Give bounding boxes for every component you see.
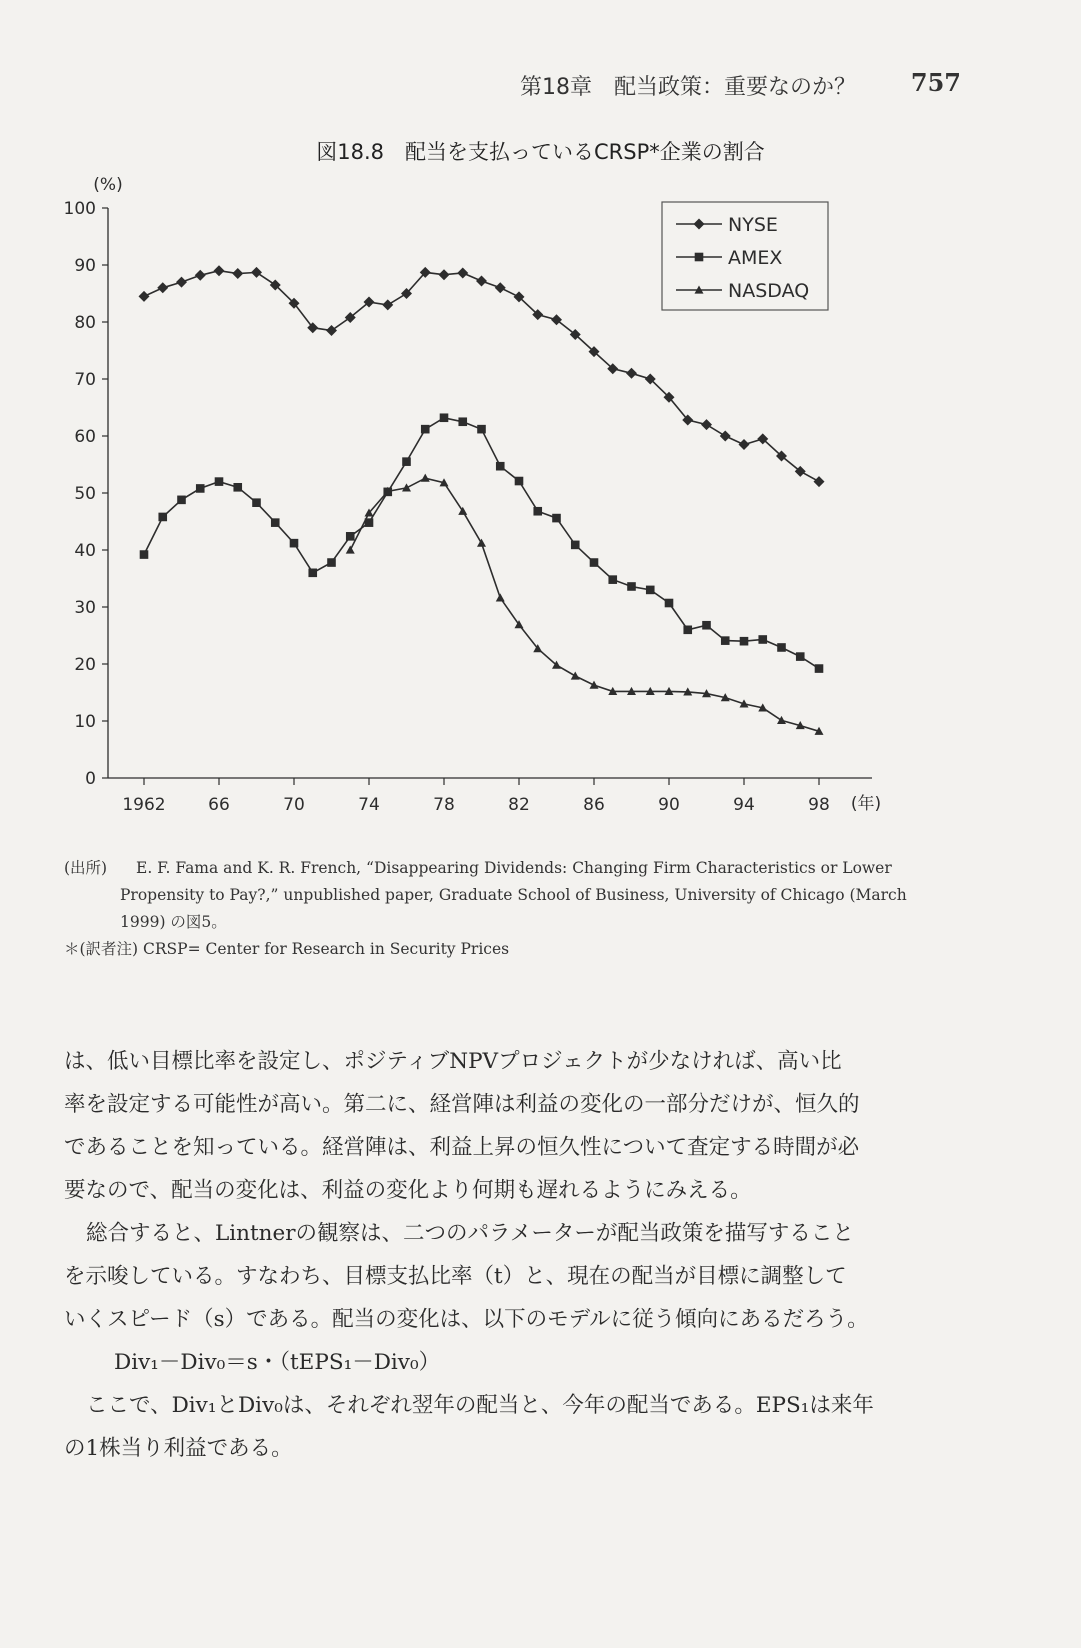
x-tick-label: 78: [433, 795, 455, 815]
amex-data-point: [796, 652, 805, 661]
amex-data-point: [140, 550, 149, 559]
amex-legend-marker: [695, 253, 704, 262]
nasdaq-data-point: [458, 507, 467, 515]
amex-data-point: [215, 477, 224, 486]
y-tick-label: 50: [74, 484, 96, 504]
nyse-series-line: [144, 271, 819, 482]
amex-data-point: [646, 586, 655, 595]
y-axis-label: (%): [93, 175, 123, 195]
nyse-legend-marker: [694, 219, 705, 230]
amex-data-point: [740, 637, 749, 646]
amex-data-point: [515, 477, 524, 486]
y-tick-label: 60: [74, 427, 96, 447]
nyse-data-point: [382, 299, 393, 310]
amex-data-point: [608, 575, 617, 584]
amex-data-point: [477, 425, 486, 434]
nyse-data-point: [251, 267, 262, 278]
amex-data-point: [758, 635, 767, 644]
page-number: 757: [910, 68, 961, 97]
x-axis-label: (年): [850, 794, 882, 814]
body-line: ここで、Div₁とDiv₀は、それぞれ翌年の配当と、今年の配当である。EPS₁は来年: [86, 1393, 874, 1418]
y-tick-label: 80: [74, 313, 96, 333]
amex-data-point: [252, 498, 261, 507]
nasdaq-data-point: [421, 474, 430, 482]
amex-data-point: [290, 539, 299, 548]
y-tick-label: 30: [74, 598, 96, 618]
amex-data-point: [196, 484, 205, 493]
body-line: いくスピード（s）である。配当の変化は、以下のモデルに従う傾向にあるだろう。: [64, 1307, 869, 1332]
nyse-data-point: [195, 270, 206, 281]
amex-data-point: [158, 513, 167, 522]
amex-data-point: [233, 483, 242, 492]
source-label: (出所): [64, 859, 108, 877]
nasdaq-data-point: [346, 546, 355, 554]
nasdaq-data-point: [402, 483, 411, 491]
figure-title: 図18.8 配当を支払っているCRSP*企業の割合: [316, 140, 765, 164]
nyse-data-point: [739, 439, 750, 450]
nyse-data-point: [157, 282, 168, 293]
nyse-data-point: [214, 265, 225, 276]
x-tick-label: 82: [508, 795, 530, 815]
amex-data-point: [458, 417, 467, 426]
nyse-data-point: [814, 476, 825, 487]
nasdaq-data-point: [496, 593, 505, 601]
amex-data-point: [421, 425, 430, 434]
source-line-1: E. F. Fama and K. R. French, “Disappearing Dividends: Changing Firm Characteristics or Lower: [136, 859, 892, 877]
x-tick-label: 70: [283, 795, 305, 815]
amex-data-point: [327, 558, 336, 567]
nasdaq-data-point: [777, 716, 786, 724]
nyse-data-point: [495, 282, 506, 293]
nasdaq-data-point: [590, 681, 599, 689]
y-tick-label: 10: [74, 712, 96, 732]
y-tick-label: 70: [74, 370, 96, 390]
body-line: 率を設定する可能性が高い。第二に、経営陣は利益の変化の一部分だけが、恒久的: [64, 1092, 860, 1117]
y-tick-label: 90: [74, 256, 96, 276]
nyse-data-point: [439, 269, 450, 280]
nyse-data-point: [701, 419, 712, 430]
amex-data-point: [571, 541, 580, 550]
amex-data-point: [308, 569, 317, 578]
body-line: を示唆している。すなわち、目標支払比率（t）と、現在の配当が目標に調整して: [64, 1264, 847, 1289]
x-tick-label: 66: [208, 795, 230, 815]
nasdaq-legend-label: NASDAQ: [728, 280, 810, 302]
y-tick-label: 100: [63, 199, 96, 219]
translator-note: ＊(訳者注) CRSP= Center for Research in Security Prices: [64, 940, 510, 958]
amex-data-point: [627, 582, 636, 591]
nyse-data-point: [457, 267, 468, 278]
amex-data-point: [271, 518, 280, 527]
amex-data-point: [177, 496, 186, 505]
amex-data-point: [552, 514, 561, 523]
amex-data-point: [533, 507, 542, 516]
amex-data-point: [402, 457, 411, 466]
source-line-2: Propensity to Pay?,” unpublished paper, Graduate School of Business, University of Chicago (March: [120, 886, 907, 904]
x-tick-label: 74: [358, 795, 380, 815]
amex-data-point: [440, 413, 449, 422]
line-chart: [0, 170, 1081, 850]
amex-data-point: [777, 643, 786, 652]
body-line: 要なので、配当の変化は、利益の変化より何期も遅れるようにみえる。: [64, 1178, 752, 1203]
x-tick-label: 86: [583, 795, 605, 815]
nyse-data-point: [176, 277, 187, 288]
amex-legend-label: AMEX: [728, 247, 783, 269]
amex-data-point: [496, 462, 505, 471]
x-tick-label: 90: [658, 795, 680, 815]
y-tick-label: 20: [74, 655, 96, 675]
body-text: [64, 1040, 944, 1470]
amex-data-point: [665, 599, 674, 608]
nyse-data-point: [326, 325, 337, 336]
y-tick-label: 40: [74, 541, 96, 561]
nasdaq-data-point: [571, 671, 580, 679]
amex-data-point: [702, 621, 711, 630]
body-line: は、低い目標比率を設定し、ポジティブNPVプロジェクトが少なければ、高い比: [64, 1049, 842, 1074]
amex-data-point: [721, 636, 730, 645]
x-tick-label: 94: [733, 795, 755, 815]
amex-data-point: [815, 664, 824, 673]
nyse-data-point: [720, 431, 731, 442]
nyse-data-point: [476, 275, 487, 286]
x-tick-label: 98: [808, 795, 830, 815]
body-line: であることを知っている。経営陣は、利益上昇の恒久性について査定する時間が必: [64, 1135, 860, 1160]
amex-data-point: [683, 626, 692, 635]
body-line: 総合すると、Lintnerの観察は、二つのパラメーターが配当政策を描写すること: [86, 1221, 854, 1246]
chapter-title: 第18章 配当政策：重要なのか？: [520, 75, 856, 100]
body-line: の1株当り利益である。: [64, 1436, 293, 1461]
y-tick-label: 0: [85, 769, 96, 789]
nyse-data-point: [139, 291, 150, 302]
source-line-3: 1999) の図5。: [120, 913, 227, 931]
nyse-data-point: [626, 368, 637, 379]
nyse-legend-label: NYSE: [728, 214, 778, 236]
nasdaq-data-point: [477, 539, 486, 547]
x-tick-label: 1962: [122, 795, 166, 815]
nyse-data-point: [232, 268, 243, 279]
source-note: [64, 855, 944, 963]
amex-data-point: [590, 558, 599, 567]
nasdaq-series-line: [350, 478, 819, 731]
amex-data-point: [346, 532, 355, 541]
dividend-formula: Div₁－Div₀＝s・（tEPS₁－Div₀）: [114, 1350, 441, 1375]
